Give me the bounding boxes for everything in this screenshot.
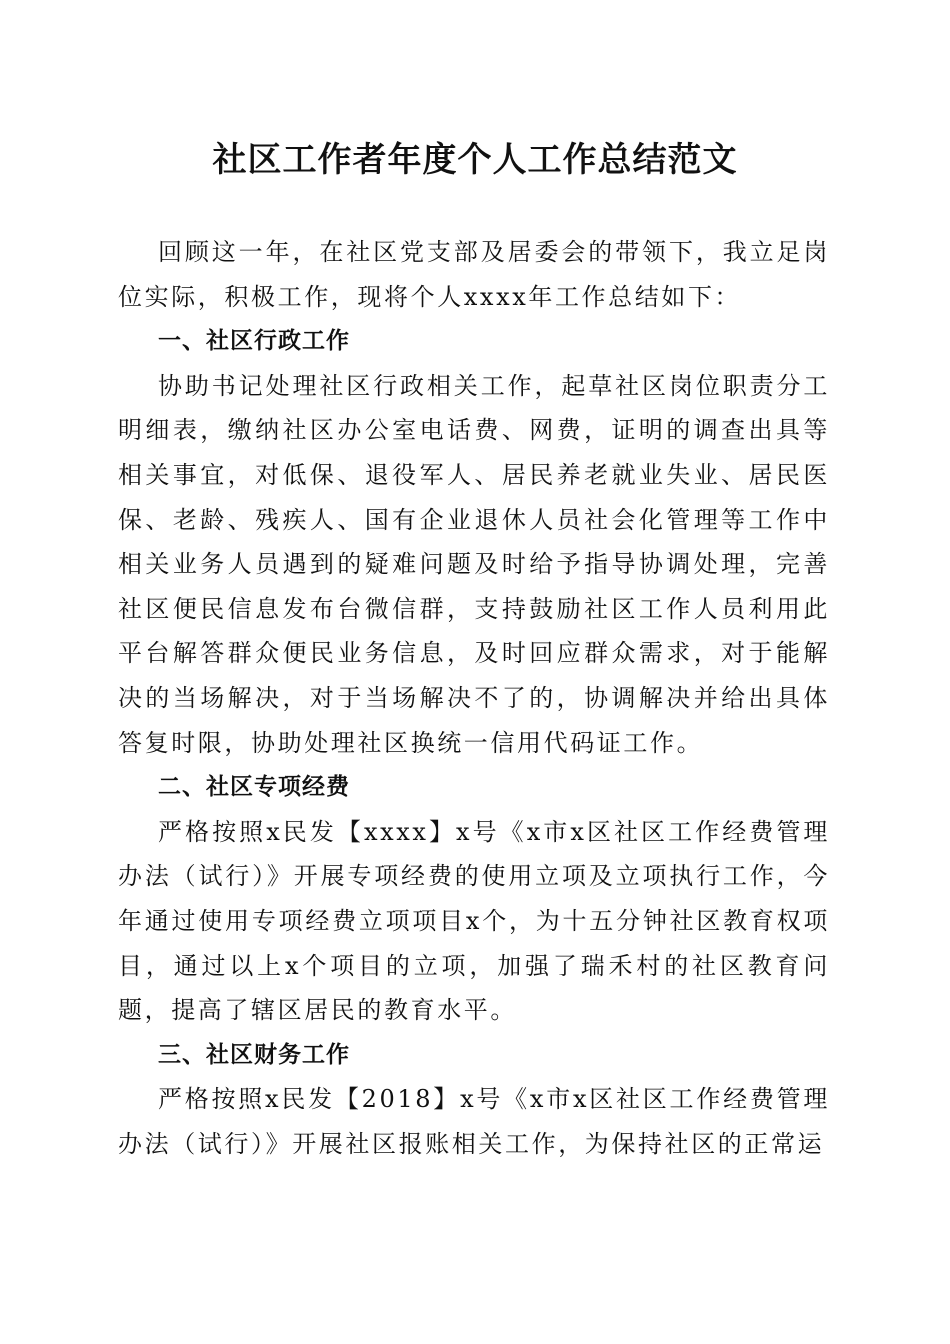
document-body [118,230,830,1166]
section-paragraph-admin: 协助书记处理社区行政相关工作，起草社区岗位职责分工明细表，缴纳社区办公室电话费、网费，证明的调查出具等相关事宜，对低保、退役军人、居民养老就业失业、居民医保、老龄、残疾人、国有企业退休人员社会化管理等工作中相关业务人员遇到的疑难问题及时给予指导协调处理，完善社区便民信息发布台微信群，支持鼓励社区工作人员利用此平台解答群众便民业务信息，及时回应群众需求，对于能解决的当场解决，对于当场解决不了的，协调解决并给出具体答复时限，协助处理社区换统一信用代码证工作。 [118,371,830,757]
section-paragraph-special-funds: 严格按照x民发【xxxx】x号《x市x区社区工作经费管理办法（试行）》开展专项经费的使用立项及立项执行工作，今年通过使用专项经费立项项目x个，为十五分钟社区教育权项目，通过以上x个项目的立项，加强了瑞禾村的社区教育问题，提高了辖区居民的教育水平。 [118,817,830,1025]
document-title: 社区工作者年度个人工作总结范文 [212,140,738,180]
intro-paragraph: 回顾这一年，在社区党支部及居委会的带领下，我立足岗位实际，积极工作，现将个人xxxx年工作总结如下： [118,238,830,311]
section-heading-admin: 一、社区行政工作 [158,328,350,355]
section-paragraph-finance: 严格按照x民发【2018】x号《x市x区社区工作经费管理办法（试行）》开展社区报账相关工作，为保持社区的正常运 [118,1085,830,1158]
section-heading-special-funds: 二、社区专项经费 [158,774,350,801]
section-heading-finance: 三、社区财务工作 [158,1041,350,1068]
